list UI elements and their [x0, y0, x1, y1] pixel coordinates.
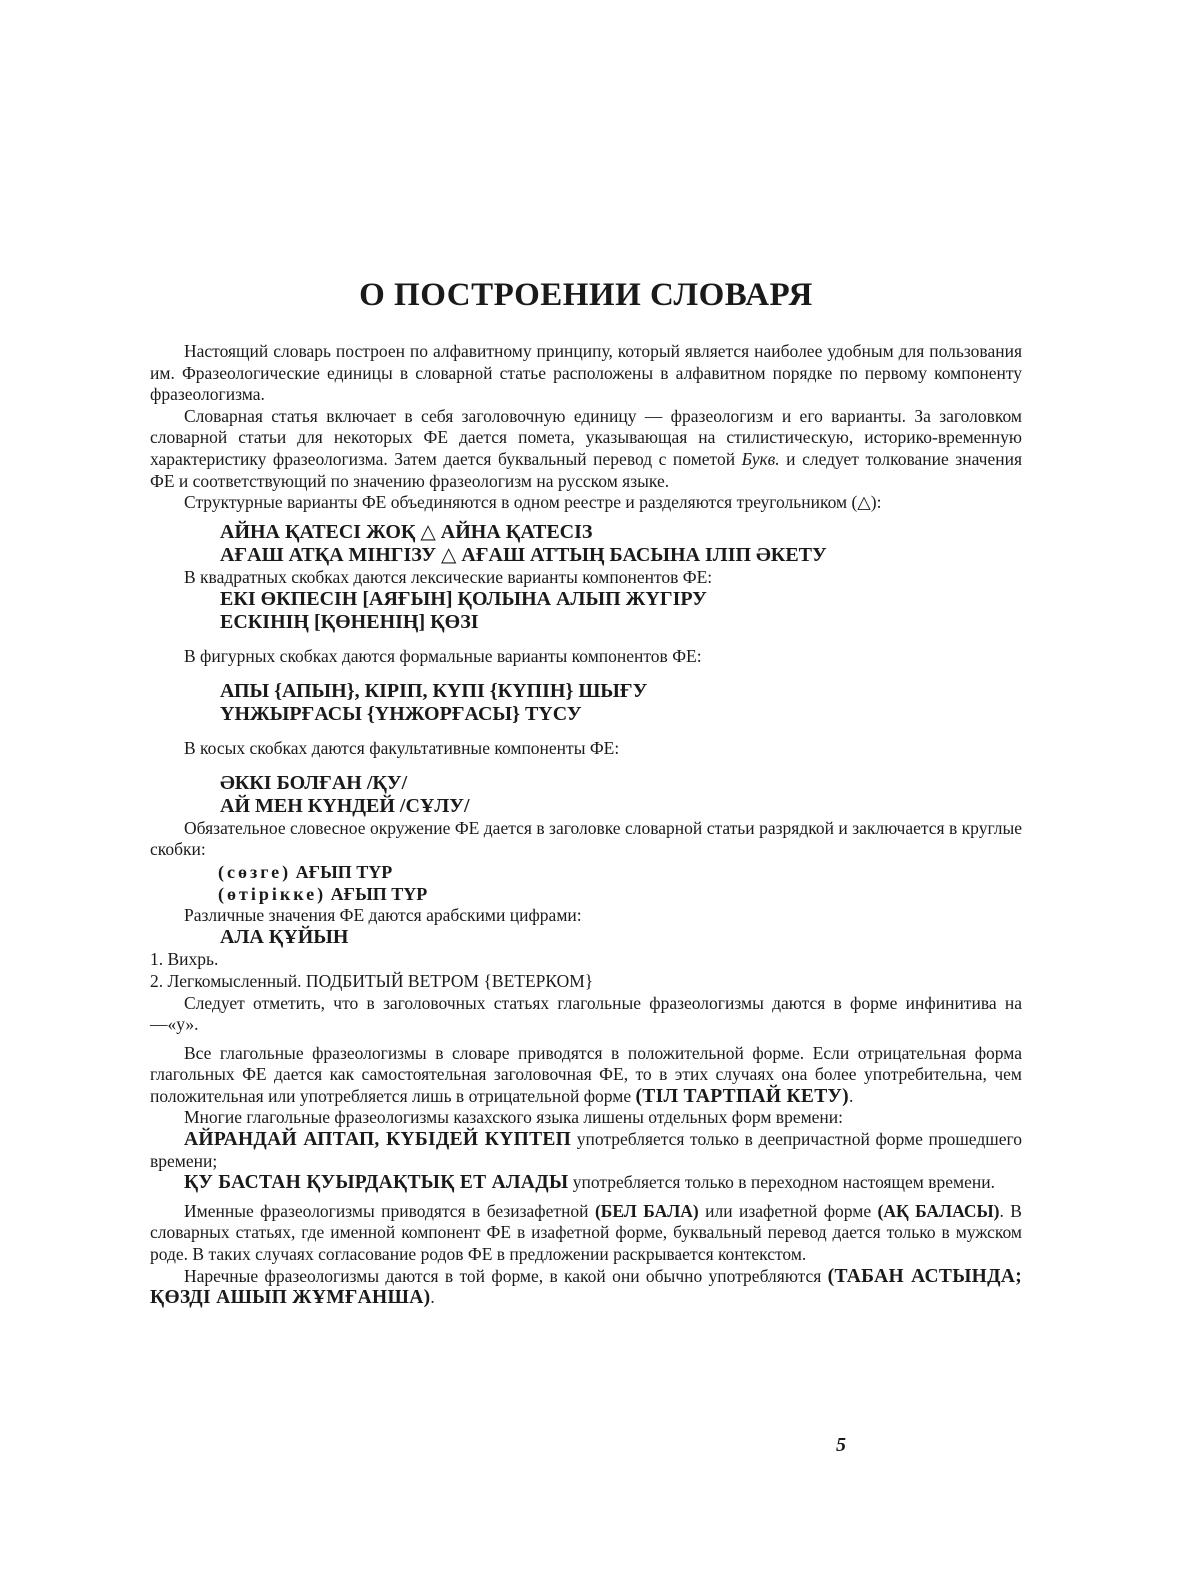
example-rest: АҒЫП ТҮР — [326, 883, 428, 904]
paragraph-positive-form — [150, 1043, 1022, 1108]
text-span: Все глагольные фразеологизмы в словаре приводятся в положительной форме. Если отрицательная форма глагольных ФЕ дается как самостоятельная заголовочная ФЕ, то в этих случаях она более употребительна, чем положительная или употребляется лишь в отрицательной форме — [150, 1042, 1022, 1106]
paragraph-entry-structure — [150, 406, 1022, 492]
meaning-item: 1. Вихрь. — [150, 949, 219, 970]
text-span: употребляется только в переходном настоящем времени. — [568, 1172, 995, 1193]
paragraph-structural-variants: Структурные варианты ФЕ объединяются в одном реестре и разделяются треугольником (△): — [184, 492, 882, 513]
paragraph-square-brackets: В квадратных скобках даются лексические варианты компонентов ФЕ: — [184, 566, 713, 587]
text-span: или изафетной форме — [698, 1200, 878, 1221]
page-number: 5 — [836, 1434, 846, 1456]
paragraph-infinitive: Следует отметить, что в заголовочных статьях глагольные фразеологизмы даются в форме инфинитива на —«у». — [150, 992, 1022, 1035]
example-line: ӘККІ БОЛҒАН /ҚУ/ — [220, 771, 408, 794]
example-line: ҮНЖЫРҒАСЫ {ҮНЖОРҒАСЫ} ТҮСУ — [220, 702, 582, 725]
paragraph-intro: Настоящий словарь построен по алфавитному принципу, который является наиболее удобным для пользования им. Фразеологические единицы в словарной статье расположены в алфавитном порядке по первому компоненту фразеологизма. — [150, 341, 1022, 405]
paragraph-participle-example — [150, 1129, 1022, 1172]
text-span: . В словарных статьях, где именной компонент ФЕ в изафетной форме, буквальный перевод дается только в мужском роде. В таких случаях согласование родов ФЕ в предложении раскрывается контекстом. — [150, 1200, 1022, 1265]
text-span: и следует толкование значения ФЕ и соответствующий по значению фразеологизм на русском языке. — [150, 448, 1023, 491]
paragraph-slash-brackets: В косых скобках даются факультативные компоненты ФЕ: — [184, 737, 620, 758]
example-line — [150, 861, 1022, 883]
paragraph-present-example — [150, 1172, 1022, 1194]
example-line: ЕКІ ӨКПЕСІН [АЯҒЫН] ҚОЛЫНА АЛЫП ЖҮГІРУ — [220, 588, 707, 611]
example-inline: (БЕЛ БАЛА) — [594, 1200, 699, 1221]
paragraph-adverbial — [150, 1266, 1022, 1309]
text-span: Именные фразеологизмы приводятся в безизафетной — [184, 1200, 595, 1221]
example-line: АЙНА ҚАТЕСІ ЖОҚ △ АЙНА ҚАТЕСІЗ — [220, 520, 593, 543]
example-rest: АҒЫП ТҮР — [291, 861, 393, 882]
example-line — [150, 883, 1022, 905]
paragraph-round-brackets: Обязательное словесное окружение ФЕ дается в заголовке словарной статьи разрядкой и заключается в круглые скобки: — [150, 817, 1022, 860]
paragraph-curly-brackets: В фигурных скобках даются формальные варианты компонентов ФЕ: — [184, 646, 702, 667]
example-inline: (ТАБАН АСТЫНДА; ҚӨЗДІ АШЫП ЖҰМҒАНША) — [150, 1265, 1022, 1309]
example-line: АҒАШ АТҚА МІНГІЗУ △ АҒАШ АТТЫҢ БАСЫНА ІЛІП ӘКЕТУ — [220, 543, 827, 566]
example-inline: (ТІЛ ТАРТПАЙ КЕТУ) — [635, 1085, 849, 1107]
document-page — [150, 0, 1022, 1588]
example-inline: (АҚ БАЛАСЫ) — [877, 1200, 1000, 1221]
example-line: АПЫ {АПЫН}, КІРІП, КҮПІ {КҮПІН} ШЫҒУ — [220, 679, 648, 702]
paragraph-meanings: Различные значения ФЕ даются арабскими цифрами: — [184, 904, 582, 925]
paragraph-nominal — [150, 1201, 1022, 1266]
spaced-context: (сөзге) — [218, 861, 292, 882]
text-span: . — [848, 1085, 854, 1106]
page-title: О ПОСТРОЕНИИ СЛОВАРЯ — [359, 277, 813, 313]
spaced-context: (өтірікке) — [218, 883, 327, 904]
article-body — [150, 341, 1022, 1309]
example-inline: АЙРАНДАЙ АПТАП, КҮБІДЕЙ КҮПТЕП — [184, 1129, 572, 1151]
example-line: ЕСКІНІҢ [ҚӨНЕНІҢ] ҚӨЗІ — [220, 611, 479, 634]
text-span: Наречные фразеологизмы даются в той форме, в какой они обычно употребляются — [184, 1265, 828, 1286]
meaning-item: 2. Легкомысленный. ПОДБИТЫЙ ВЕТРОМ {ВЕТЕРКОМ} — [150, 970, 594, 991]
example-line: АЛА ҚҰЙЫН — [220, 926, 349, 949]
abbreviation-bukv: Букв. — [741, 448, 780, 469]
text-span: употребляется только в деепричастной форме прошедшего времени; — [150, 1129, 1022, 1171]
paragraph-tense-forms: Многие глагольные фразеологизмы казахского языка лишены отдельных форм времени: — [184, 1107, 844, 1128]
example-line: АЙ МЕН КҮНДЕЙ /СҰЛУ/ — [220, 794, 470, 817]
text-span: . — [430, 1287, 435, 1308]
text-span: Словарная статья включает в себя заголовочную единицу — фразеологизм и его варианты. За заголовком словарной статьи для некоторых ФЕ дается помета, указывающая на стилистическую, историко-временную характеристику фразеологизма. Затем дается буквальный перевод с пометой — [150, 405, 1022, 469]
example-inline: ҚУ БАСТАН ҚУЫРДАҚТЫҚ ЕТ АЛАДЫ — [184, 1172, 569, 1194]
